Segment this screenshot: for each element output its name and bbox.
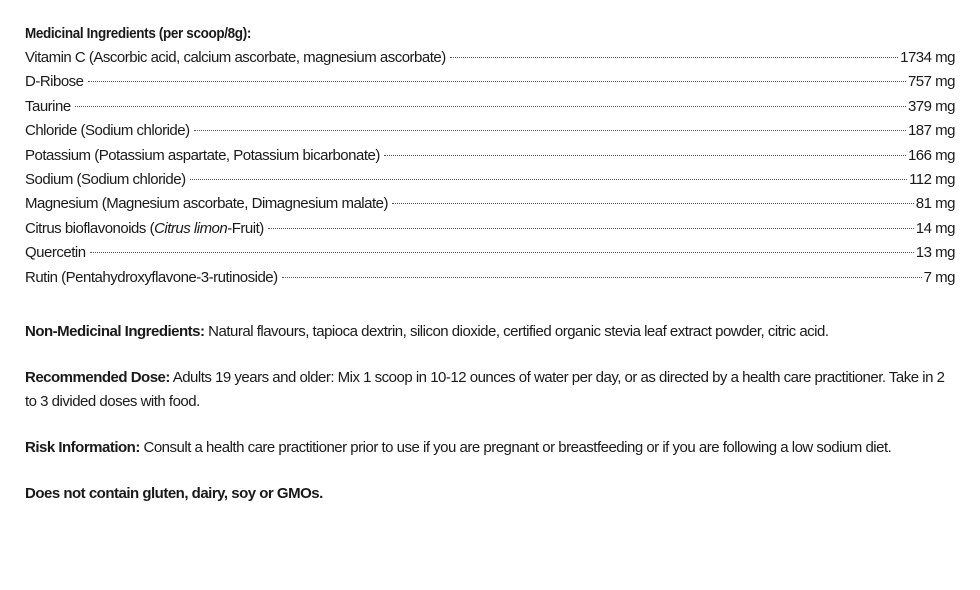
ingredient-amount: 187 mg [907, 122, 955, 140]
recommended-dose [25, 366, 955, 414]
risk-information-label: Risk Information: [25, 438, 140, 456]
non-medicinal-label: Non-Medicinal Ingredients: [25, 322, 205, 340]
ingredient-row [25, 46, 955, 70]
recommended-dose-label: Recommended Dose: [25, 368, 170, 386]
dot-leader [75, 106, 906, 107]
dot-leader [90, 252, 914, 253]
ingredient-list [25, 46, 955, 290]
dot-leader [282, 277, 922, 278]
ingredient-name: Sodium (Sodium chloride) [25, 170, 186, 188]
ingredient-row [25, 192, 955, 216]
ingredient-amount: 757 mg [907, 73, 955, 91]
ingredient-amount: 13 mg [915, 244, 955, 262]
ingredient-amount: 166 mg [907, 146, 955, 164]
ingredient-name-suffix: -Fruit) [227, 219, 264, 237]
dot-leader [384, 155, 906, 156]
ingredient-row [25, 266, 955, 290]
dot-leader [194, 130, 906, 131]
ingredient-name: Potassium (Potassium aspartate, Potassium bicarbonate) [25, 146, 380, 164]
ingredient-name: Vitamin C (Ascorbic acid, calcium ascorbate, magnesium ascorbate) [25, 49, 446, 66]
ingredient-amount: 7 mg [923, 268, 955, 286]
allergen-statement [25, 482, 955, 506]
ingredient-amount: 1734 mg [900, 49, 955, 66]
dot-leader [450, 57, 898, 58]
non-medicinal-text: Natural flavours, tapioca dextrin, silicon dioxide, certified organic stevia leaf extract powder, citric acid. [204, 322, 829, 340]
ingredient-name: Chloride (Sodium chloride) [25, 122, 190, 140]
risk-information-text: Consult a health care practitioner prior to use if you are pregnant or breastfeeding or if you are following a low sodium diet. [139, 438, 892, 456]
ingredient-name: Quercetin [25, 244, 86, 262]
ingredient-name: Taurine [25, 97, 71, 115]
ingredient-name: Rutin (Pentahydroxyflavone-3-rutinoside) [25, 268, 278, 286]
ingredient-amount: 81 mg [915, 195, 955, 213]
supplement-facts-panel [25, 22, 955, 506]
ingredient-row [25, 95, 955, 119]
ingredient-row [25, 144, 955, 168]
ingredient-name-italic: Citrus limon [154, 219, 228, 237]
risk-information [25, 436, 955, 460]
ingredient-name: D-Ribose [25, 73, 84, 91]
dot-leader [392, 203, 914, 204]
ingredient-name-prefix: Citrus bioflavonoids ( [25, 219, 155, 237]
ingredient-name: Magnesium (Magnesium ascorbate, Dimagnesium malate) [25, 195, 388, 213]
recommended-dose-text: Adults 19 years and older: Mix 1 scoop in 10-12 ounces of water per day, or as directed by a health care practitioner. Take in 2 to 3 divided doses with food. [25, 368, 945, 410]
non-medicinal-ingredients [25, 320, 955, 344]
ingredient-row [25, 119, 955, 143]
ingredient-row [25, 241, 955, 265]
ingredient-amount: 112 mg [909, 170, 955, 188]
ingredient-amount: 379 mg [907, 97, 955, 115]
dot-leader [268, 228, 914, 229]
allergen-text: Does not contain gluten, dairy, soy or GMOs. [25, 484, 323, 502]
ingredient-amount: 14 mg [915, 219, 955, 237]
ingredient-name [25, 217, 264, 241]
ingredient-row [25, 168, 955, 192]
medicinal-ingredients-heading: Medicinal Ingredients (per scoop/8g): [25, 25, 251, 42]
dot-leader [88, 81, 906, 82]
dot-leader [190, 179, 908, 180]
ingredient-row [25, 217, 955, 241]
ingredient-row [25, 70, 955, 94]
